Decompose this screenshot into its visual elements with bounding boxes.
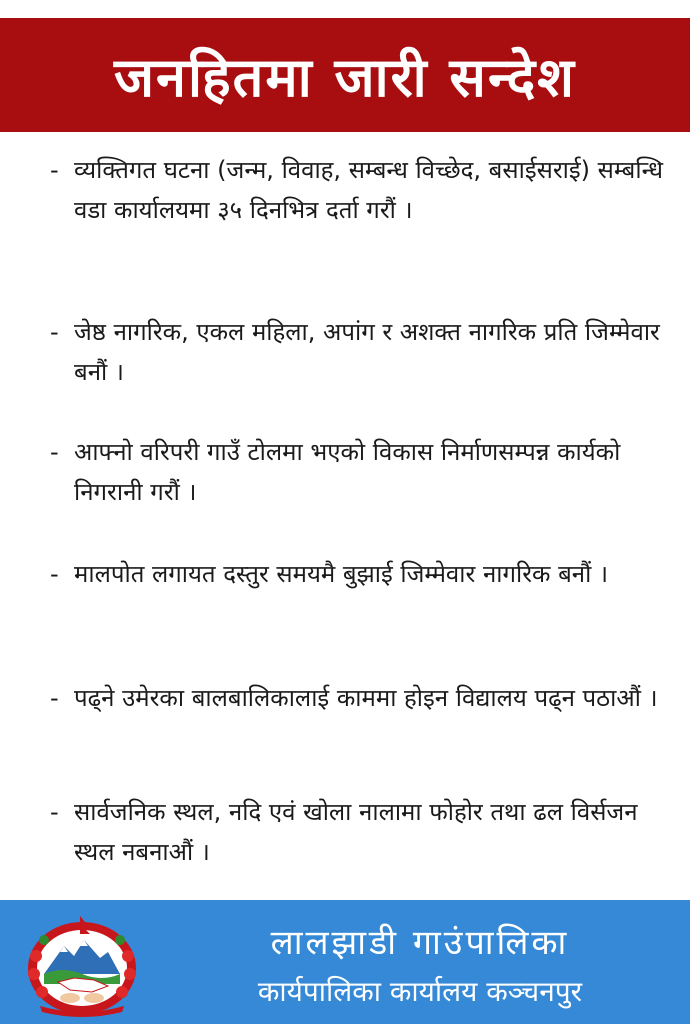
list-dash: - xyxy=(50,318,59,346)
message-item xyxy=(50,432,674,512)
message-item xyxy=(50,792,674,872)
message-text: आफ्नो वरिपरी गाउँ टोलमा भएको विकास निर्माणसम्पन्न कार्यको निगरानी गरौं । xyxy=(74,438,621,506)
list-dash: - xyxy=(50,438,59,466)
message-item xyxy=(50,678,674,718)
message-text: मालपोत लगायत दस्तुर समयमै बुझाई जिम्मेवार नागरिक बनौं । xyxy=(74,560,609,588)
page-title: जनहितमा जारी सन्देश xyxy=(113,46,577,109)
nepal-emblem-icon xyxy=(22,912,142,1018)
list-dash: - xyxy=(50,156,59,184)
message-text: जेष्ठ नागरिक, एकल महिला, अपांग र अशक्त नागरिक प्रति जिम्मेवार बनौं । xyxy=(74,318,660,386)
office-name: कार्यपालिका कार्यालय कञ्चनपुर xyxy=(257,975,583,1008)
message-item xyxy=(50,150,674,230)
list-dash: - xyxy=(50,684,59,712)
message-text: व्यक्तिगत घटना (जन्म, विवाह, सम्बन्ध विच्छेद, बसाईसराई) सम्बन्धि वडा कार्यालयमा ३५ दिनभित्र दर्ता गरौं । xyxy=(74,156,663,224)
message-item xyxy=(50,312,674,392)
title-banner xyxy=(0,18,690,132)
message-text: सार्वजनिक स्थल, नदि एवं खोला नालामा फोहोर तथा ढल विर्सजन स्थल नबनाऔं । xyxy=(74,798,638,866)
message-text: पढ्ने उमेरका बालबालिकालाई काममा होइन विद्यालय पढ्न पठाऔं । xyxy=(74,684,658,712)
municipality-name: लालझाडी गाउंपालिका xyxy=(270,923,570,963)
list-dash: - xyxy=(50,798,59,826)
list-dash: - xyxy=(50,560,59,588)
message-item xyxy=(50,554,674,594)
